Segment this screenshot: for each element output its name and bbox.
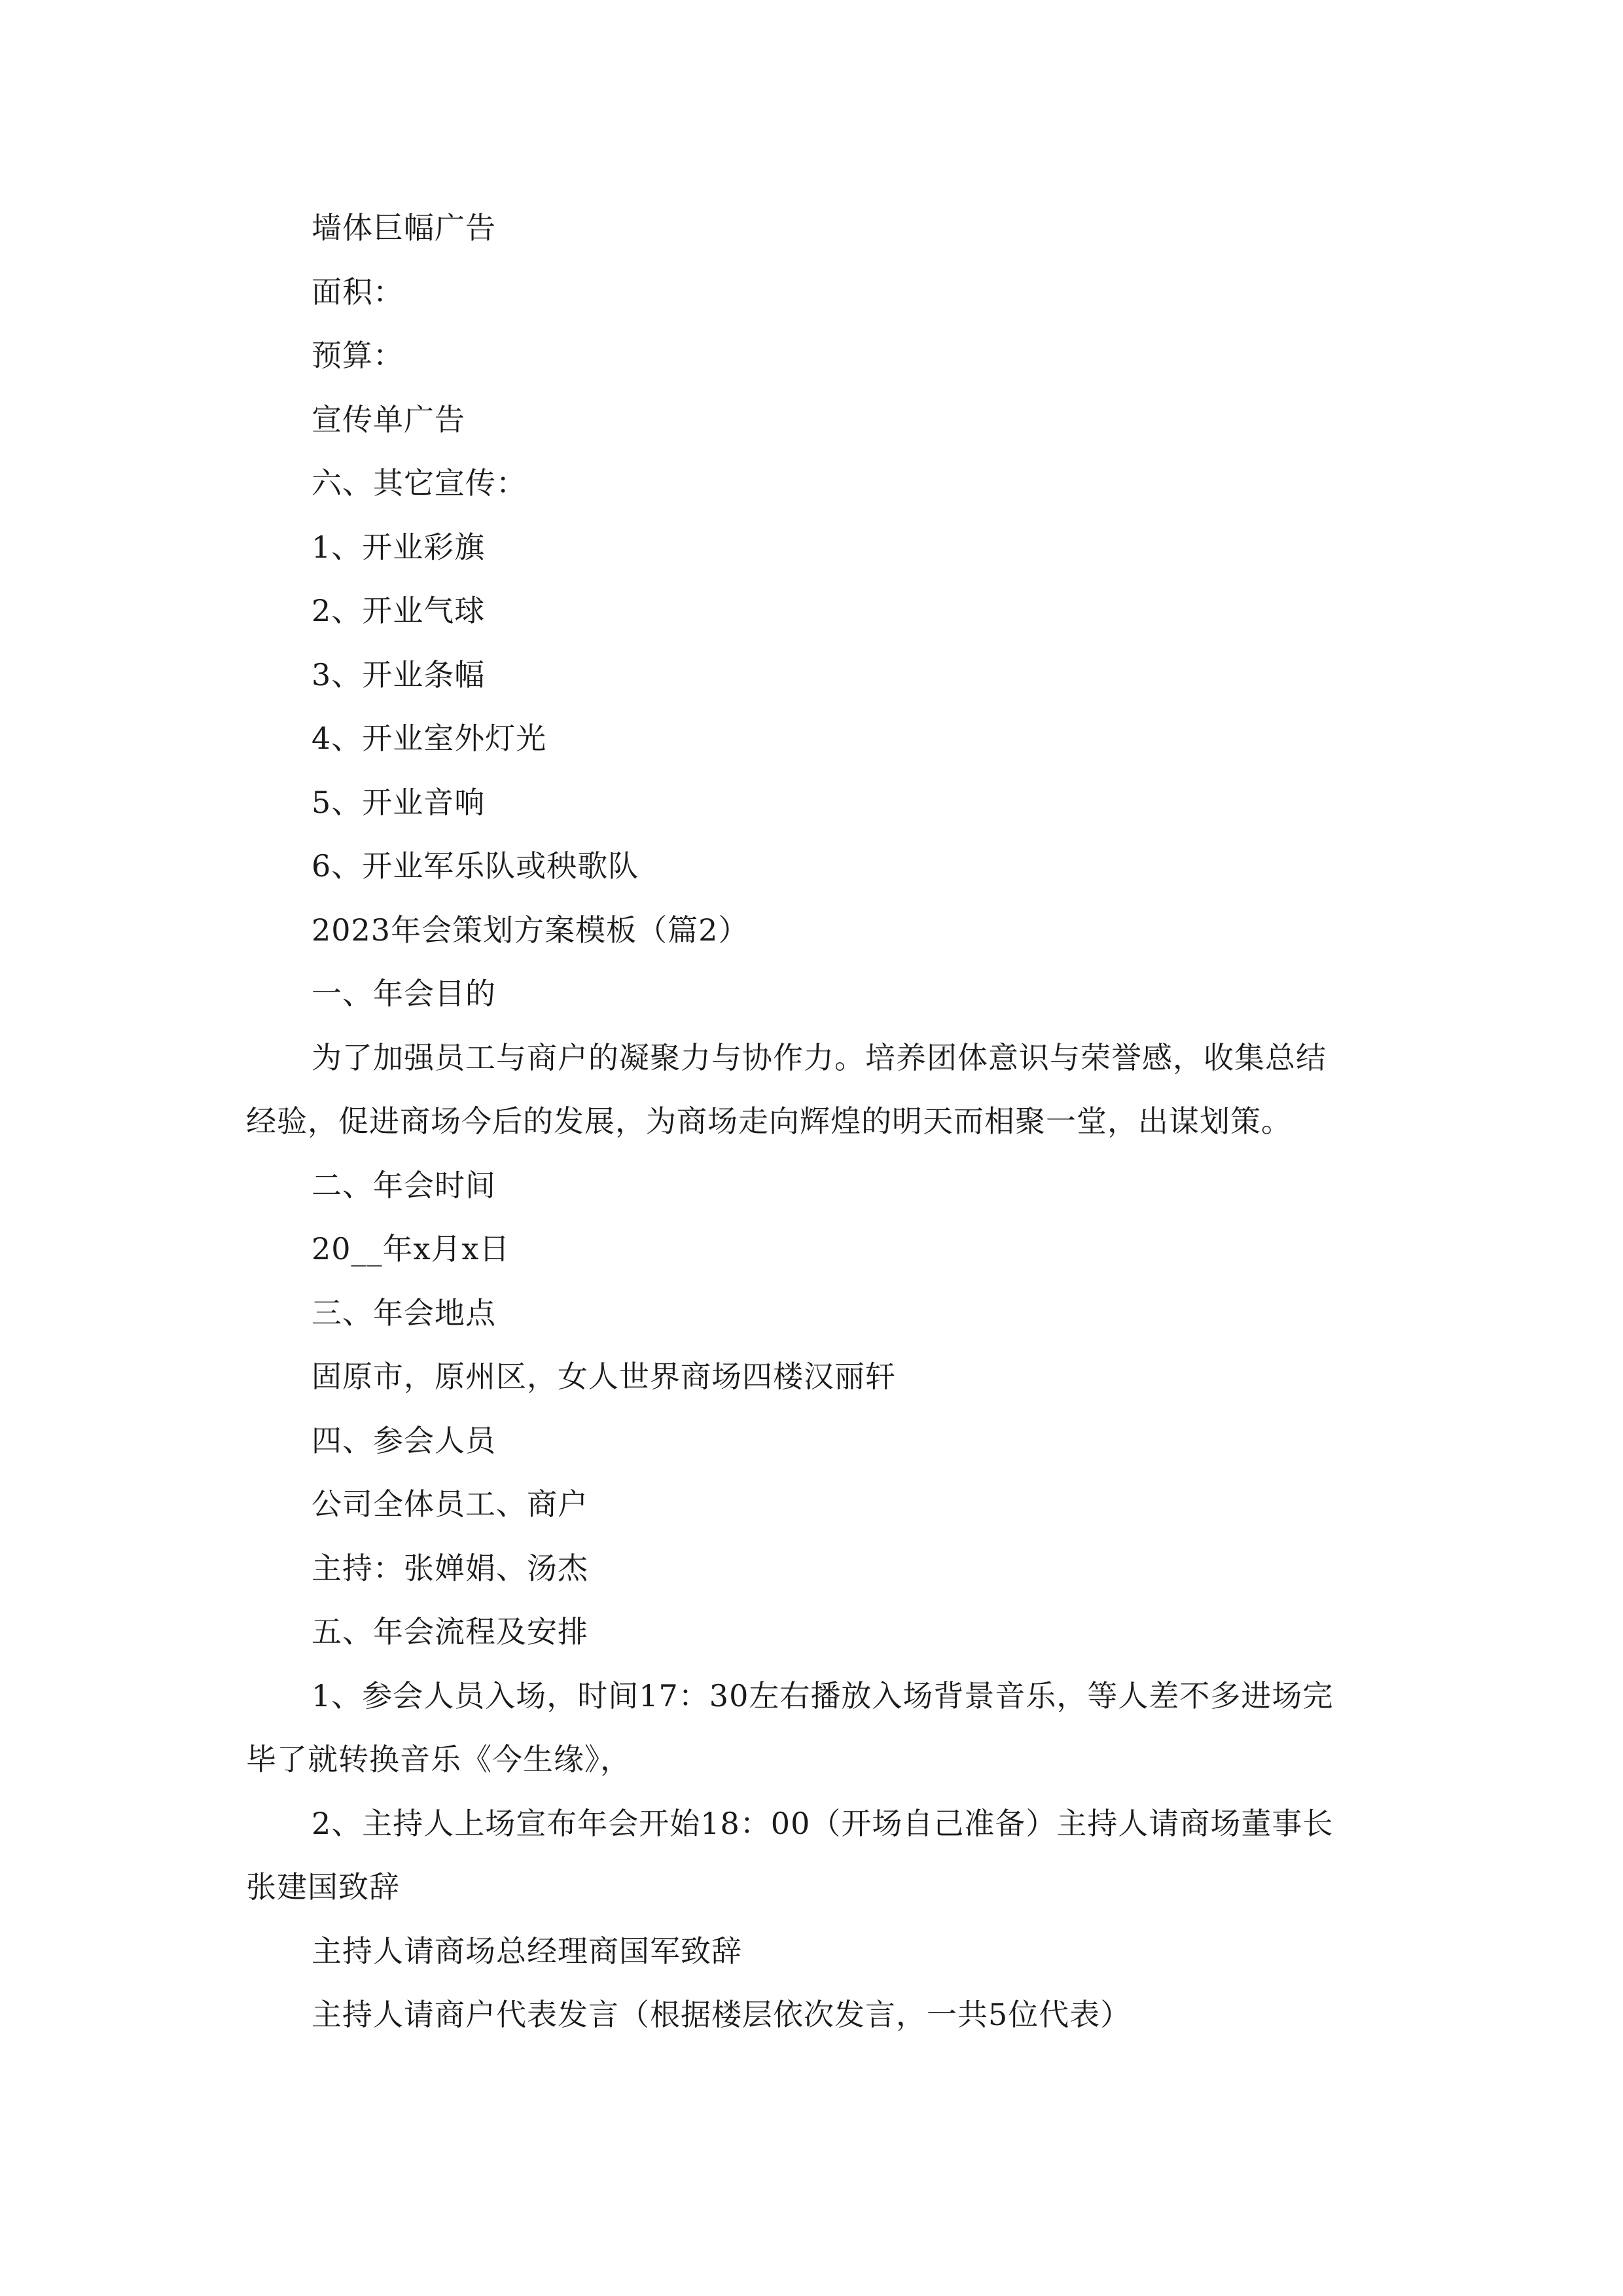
paragraph-line: 2、主持人上场宣布年会开始18：00（开场自己准备）主持人请商场董事长 bbox=[312, 1805, 1334, 1841]
document-body bbox=[246, 196, 1391, 2047]
section-two-heading: 二、年会时间 bbox=[312, 1167, 496, 1203]
section-five-heading: 五、年会流程及安排 bbox=[312, 1614, 588, 1649]
budget-label: 预算： bbox=[312, 338, 404, 373]
section-three-heading: 三、年会地点 bbox=[312, 1295, 496, 1331]
heading-flyer-ad: 宣传单广告 bbox=[312, 401, 465, 437]
list-item: 1、开业彩旗 bbox=[312, 529, 486, 565]
list-item: 3、开业条幅 bbox=[312, 656, 486, 692]
paragraph-line: 张建国致辞 bbox=[246, 1869, 400, 1905]
hosts-text: 主持：张婵娟、汤杰 bbox=[312, 1550, 588, 1586]
location-text: 固原市，原州区，女人世界商场四楼汉丽轩 bbox=[312, 1359, 896, 1394]
section-six-heading: 六、其它宣传： bbox=[312, 465, 527, 501]
paragraph-line: 毕了就转换音乐《今生缘》， bbox=[246, 1742, 631, 1777]
list-item: 5、开业音响 bbox=[312, 784, 486, 820]
paragraph-line: 主持人请商场总经理商国军致辞 bbox=[312, 1933, 742, 1969]
date-text: 20__年x月x日 bbox=[312, 1231, 510, 1266]
document-subtitle: 2023年会策划方案模板（篇2） bbox=[312, 912, 749, 948]
list-item: 6、开业军乐队或秧歌队 bbox=[312, 848, 639, 884]
attendees-text: 公司全体员工、商户 bbox=[312, 1486, 588, 1522]
section-four-heading: 四、参会人员 bbox=[312, 1422, 496, 1458]
paragraph-line: 为了加强员工与商户的凝聚力与协作力。培养团体意识与荣誉感，收集总结 bbox=[312, 1039, 1327, 1075]
list-item: 4、开业室外灯光 bbox=[312, 721, 547, 756]
paragraph-line: 1、参会人员入场，时间17：30左右播放入场背景音乐，等人差不多进场完 bbox=[312, 1677, 1334, 1713]
section-one-heading: 一、年会目的 bbox=[312, 976, 496, 1011]
paragraph-line: 经验，促进商场今后的发展，为商场走向辉煌的明天而相聚一堂，出谋划策。 bbox=[246, 1103, 1292, 1139]
heading-wall-ad: 墙体巨幅广告 bbox=[312, 210, 496, 245]
paragraph-line: 主持人请商户代表发言（根据楼层依次发言，一共5位代表） bbox=[312, 1997, 1132, 2032]
area-label: 面积： bbox=[312, 274, 404, 310]
list-item: 2、开业气球 bbox=[312, 593, 486, 628]
